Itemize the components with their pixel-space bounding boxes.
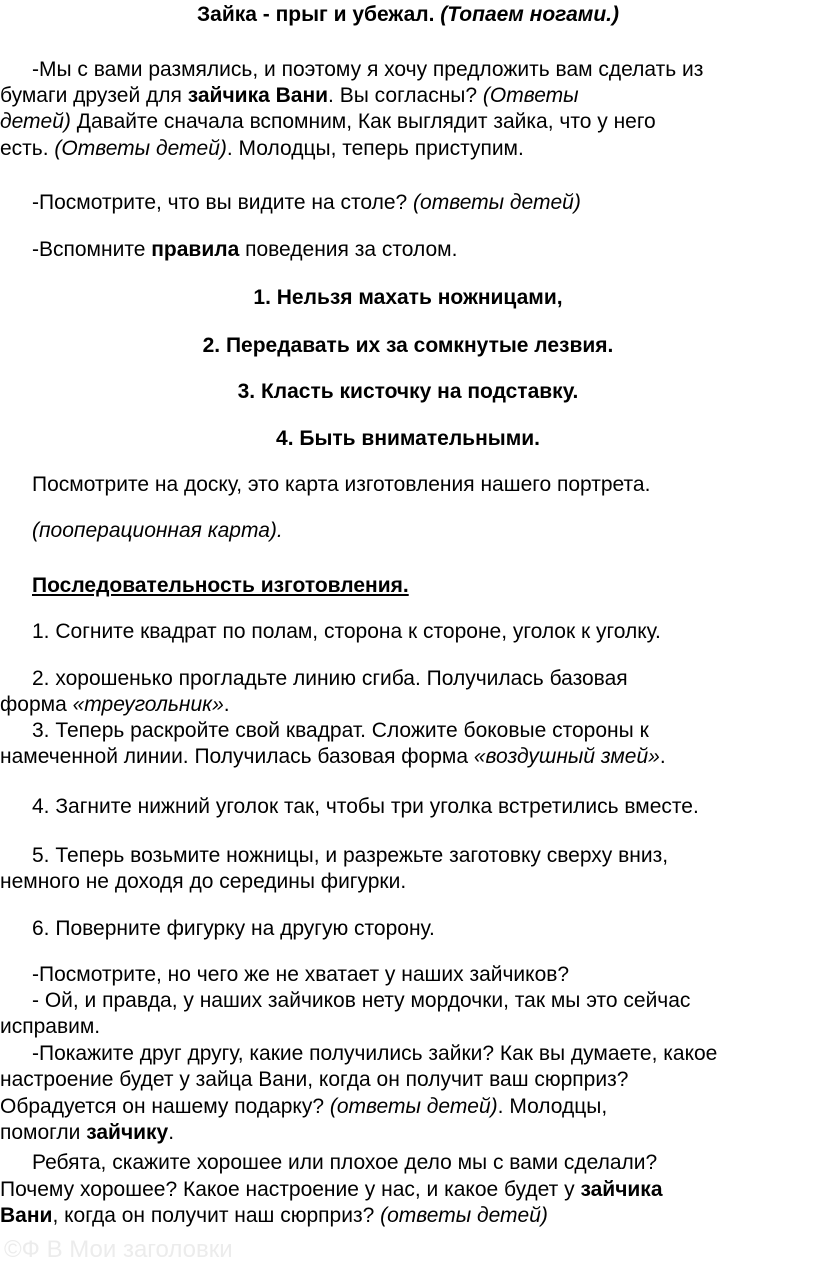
step-item: 1. Согните квадрат по полам, сторона к стороне, уголок к уголку.	[32, 620, 661, 643]
watermark: ©Ф В Мои заголовки	[4, 1236, 233, 1263]
step-item: 5. Теперь возьмите ножницы, и разрежьте заготовку сверху вниз,	[32, 844, 669, 867]
paragraph-line: (пооперационная карта).	[32, 519, 283, 542]
paragraph-line: Обрадуется он нашему подарку? (ответы детей). Молодцы,	[0, 1095, 608, 1118]
paragraph-line: -Покажите друг другу, какие получились зайки? Как вы думаете, какое	[32, 1042, 718, 1065]
paragraph-line: бумаги друзей для зайчика Вани. Вы согласны? (Ответы	[0, 84, 579, 107]
step-item: 3. Теперь раскройте свой квадрат. Сложите боковые стороны к	[32, 719, 649, 742]
paragraph-line: Посмотрите на доску, это карта изготовления нашего портрета.	[32, 473, 651, 496]
rule-item: 3. Класть кисточку на подставку.	[237, 380, 579, 403]
step-item: намеченной линии. Получилась базовая форма «воздушный змей».	[0, 745, 666, 768]
paragraph-line: -Посмотрите, что вы видите на столе? (ответы детей)	[32, 191, 581, 214]
paragraph-line: исправим.	[0, 1015, 101, 1038]
step-item: 6. Поверните фигурку на другую сторону.	[32, 917, 435, 940]
step-item: немного не доходя до середины фигурки.	[0, 870, 407, 893]
document-title: Зайка - прыг и убежал. (Топаем ногами.)	[197, 3, 619, 26]
paragraph-line: есть. (Ответы детей). Молодцы, теперь приступим.	[0, 137, 524, 160]
rule-item: 1. Нельзя махать ножницами,	[253, 286, 563, 309]
step-item: форма «треугольник».	[0, 693, 230, 716]
paragraph-line: -Вспомните правила поведения за столом.	[32, 238, 458, 261]
paragraph-line: Почему хорошее? Какое настроение у нас, и какое будет у зайчика	[0, 1178, 663, 1201]
section-heading: Последовательность изготовления.	[32, 574, 409, 597]
paragraph-line: -Мы с вами размялись, и поэтому я хочу предложить вам сделать из	[32, 58, 704, 81]
paragraph-line: настроение будет у зайца Вани, когда он получит ваш сюрприз?	[0, 1068, 629, 1091]
rule-item: 2. Передавать их за сомкнутые лезвия.	[202, 334, 614, 357]
paragraph-line: детей) Давайте сначала вспомним, Как выглядит зайка, что у него	[0, 110, 656, 133]
paragraph-line: - Ой, и правда, у наших зайчиков нету мордочки, так мы это сейчас	[32, 989, 691, 1012]
paragraph-line: -Посмотрите, но чего же не хватает у наших зайчиков?	[32, 963, 570, 986]
step-item: 2. хорошенько прогладьте линию сгиба. Получилась базовая	[32, 667, 628, 690]
step-item: 4. Загните нижний уголок так, чтобы три уголка встретились вместе.	[32, 795, 699, 818]
paragraph-line: помогли зайчику.	[0, 1121, 175, 1144]
rule-item: 4. Быть внимательными.	[276, 427, 540, 450]
paragraph-line: Вани, когда он получит наш сюрприз? (ответы детей)	[0, 1204, 548, 1227]
paragraph-line: Ребята, скажите хорошее или плохое дело мы с вами сделали?	[32, 1151, 658, 1174]
